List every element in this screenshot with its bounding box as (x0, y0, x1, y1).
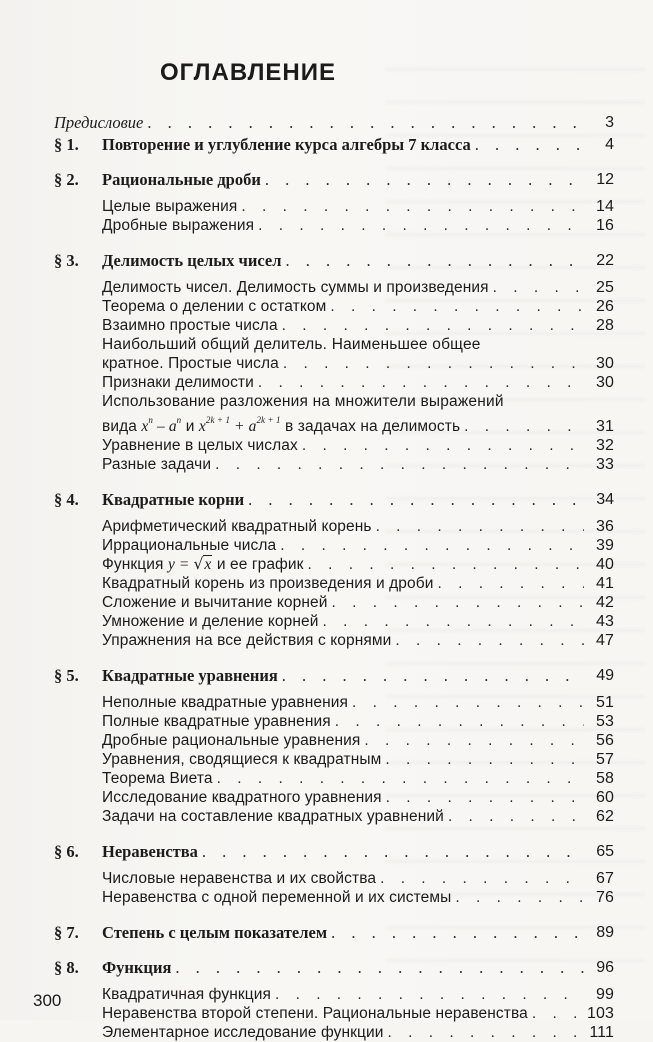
toc-section-5[interactable]: § 5. Квадратные уравнения . . . 49 (54, 666, 614, 685)
table-of-contents (54, 113, 614, 1042)
toc-item[interactable]: Теорема о делении с остатком . . . 26 (54, 297, 614, 316)
toc-section-7[interactable]: § 7. Степень с целым показателем . . . 89 (54, 923, 614, 942)
toc-item[interactable]: Исследование квадратного уравнения . . . 60 (54, 788, 614, 807)
page-title: ОГЛАВЛЕНИЕ (160, 59, 337, 86)
toc-item[interactable]: Целые выражения . . . 14 (54, 197, 614, 216)
toc-item[interactable]: Арифметический квадратный корень . . . 36 (54, 517, 614, 536)
preface-page: 3 (605, 114, 614, 131)
toc-item[interactable]: Признаки делимости . . . 30 (54, 373, 614, 392)
section-title: Степень с целым показателем (102, 923, 328, 942)
toc-item-line1: Использование разложения на множители выражений (102, 393, 504, 410)
toc-section-4[interactable]: § 4. Квадратные корни . . . 34 (54, 490, 614, 509)
toc-section-6[interactable]: § 6. Неравенства . . . 65 (54, 842, 614, 861)
math-formula: $x^{2k + 1} + a^{2k + 1}$ (198, 415, 281, 435)
toc-item[interactable]: Квадратный корень из произведения и дроби . . . 41 (54, 574, 614, 593)
toc-item[interactable]: Уравнение в целых числах . . . 32 (54, 436, 614, 455)
page-number: 300 (33, 991, 62, 1010)
toc-item[interactable]: Взаимно простые числа . . . 28 (54, 316, 614, 335)
section-title: Функция (102, 958, 172, 977)
toc-section-3[interactable]: § 3. Делимость целых чисел . . . 22 (54, 251, 614, 270)
section-title: Квадратные уравнения (102, 666, 278, 685)
toc-item[interactable]: Полные квадратные уравнения . . . 53 (54, 712, 614, 731)
toc-item[interactable]: Квадратичная функция . . . 99 (54, 985, 614, 1004)
toc-item-line1: Наибольший общий делитель. Наименьшее общее (102, 336, 481, 353)
section-title: Неравенства (102, 842, 198, 861)
toc-item[interactable]: Неравенства с одной переменной и их системы . . . 76 (54, 888, 614, 907)
math-formula: y = √x (167, 555, 212, 573)
toc-item[interactable]: Теорема Виета . . . 58 (54, 769, 614, 788)
toc-item[interactable]: Функция y = √x и ее график . . . 40 (54, 555, 614, 574)
toc-entry-preface[interactable] (54, 113, 614, 132)
toc-item[interactable]: Делимость чисел. Делимость суммы и произведения . . . 25 (54, 278, 614, 297)
toc-item[interactable]: Дробные выражения . . . 16 (54, 216, 614, 235)
preface-title: Предисловие (54, 113, 144, 132)
toc-section-8[interactable]: § 8. Функция . . . 96 (54, 958, 614, 977)
toc-item[interactable]: вида $x^n - a^n$ и $x^{2k + 1} + a^{2k + 1}$ в задачах на делимость . . . 31 (54, 411, 614, 436)
toc-item[interactable]: Элементарное исследование функции . . . 111 (54, 1023, 614, 1042)
toc-item[interactable]: Неравенства второй степени. Рациональные неравенства . . . 103 (54, 1004, 614, 1023)
toc-item[interactable]: Разные задачи . . . 33 (54, 455, 614, 474)
toc-item[interactable]: Сложение и вычитание корней . . . 42 (54, 593, 614, 612)
section-title: Делимость целых чисел (102, 251, 282, 270)
toc-section-2[interactable]: § 2. Рациональные дроби . . . 12 (54, 170, 614, 189)
toc-item[interactable]: Числовые неравенства и их свойства . . . 67 (54, 869, 614, 888)
toc-item[interactable]: Дробные рациональные уравнения . . . 56 (54, 731, 614, 750)
toc-item[interactable]: кратное. Простые числа . . . 30 (54, 354, 614, 373)
toc-item[interactable]: Иррациональные числа . . . 39 (54, 536, 614, 555)
toc-item[interactable]: Неполные квадратные уравнения . . . 51 (54, 693, 614, 712)
section-title: Квадратные корни (102, 490, 245, 509)
toc-item[interactable]: Задачи на составление квадратных уравнений . . . 62 (54, 807, 614, 826)
section-title: Рациональные дроби (102, 170, 261, 189)
toc-item[interactable]: Уравнения, сводящиеся к квадратным . . . 57 (54, 750, 614, 769)
toc-item[interactable]: Упражнения на все действия с корнями . . . 47 (54, 631, 614, 650)
section-title: Повторение и углубление курса алгебры 7 класса (102, 135, 471, 154)
math-formula: $x^n - a^n$ (141, 415, 182, 435)
toc-section-1[interactable]: § 1. Повторение и углубление курса алгебры 7 класса . . . 4 (54, 135, 614, 154)
toc-item[interactable]: Умножение и деление корней . . . 43 (54, 612, 614, 631)
